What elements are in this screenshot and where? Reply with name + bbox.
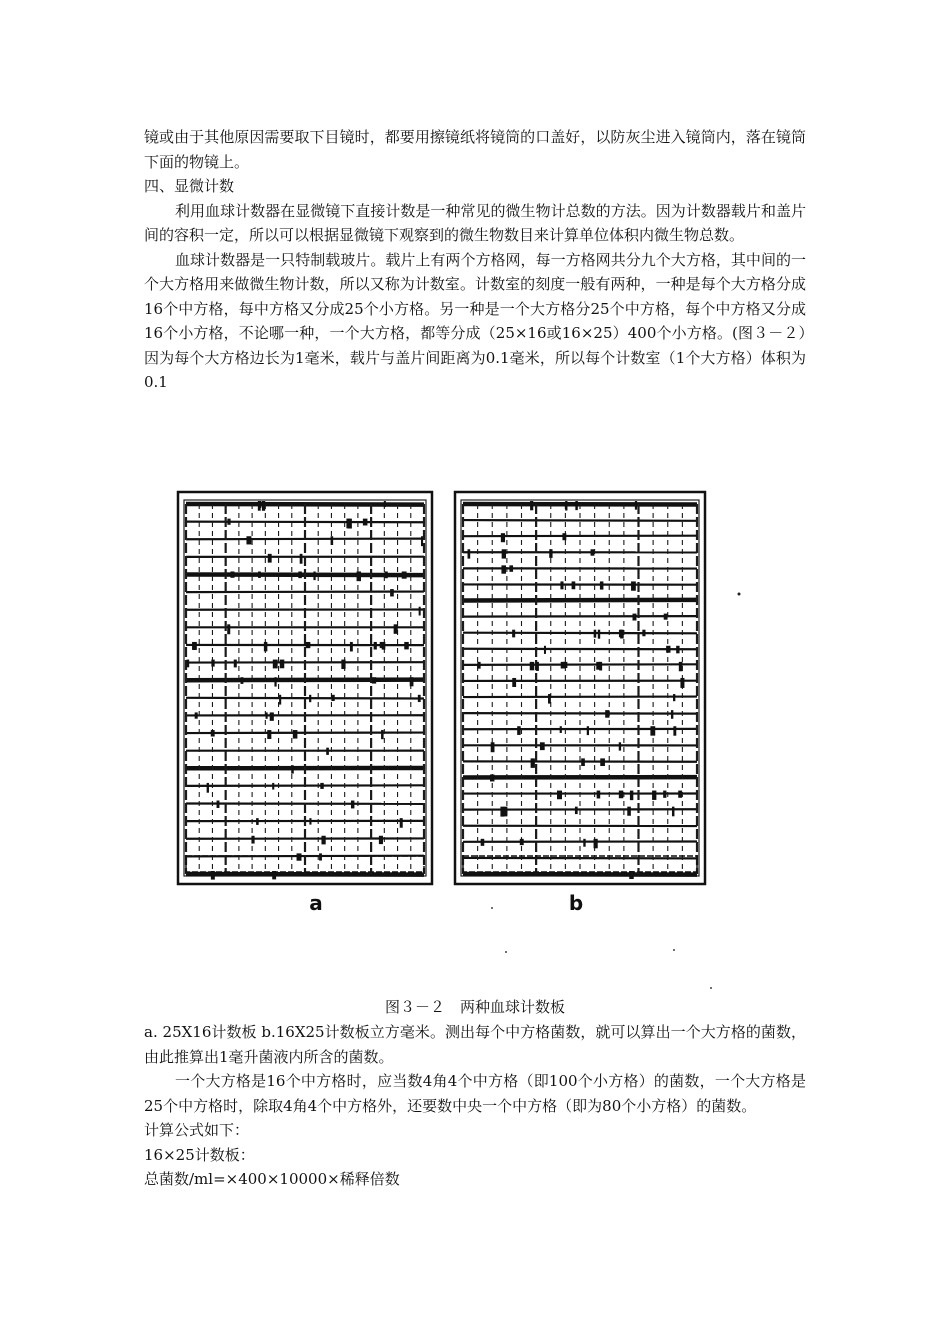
scan-blotch <box>319 853 322 860</box>
scan-blotch <box>512 678 516 687</box>
section-heading-microscopic-count: 四、显微计数 <box>144 177 235 195</box>
grid-row-line <box>463 664 697 665</box>
scan-blotch <box>272 783 274 790</box>
paragraph-counting-intro: 利用血球计数器在显微镜下直接计数是一种常见的微生物计总数的方法。因为计数器载片和盖片间的容积一定，所以可以根据显微镜下观察到的微生物数目来计算单位体积内微生物总数。 <box>144 201 806 244</box>
scan-blotch <box>326 748 329 755</box>
scan-blotch <box>560 581 563 589</box>
scan-speck <box>710 987 712 989</box>
counting-grid-b <box>455 492 705 884</box>
grid-row-line <box>463 600 697 601</box>
scan-blotch <box>630 791 633 801</box>
scan-blotch <box>642 630 645 637</box>
scan-blotch <box>594 630 597 638</box>
scan-blotch <box>293 730 298 739</box>
scan-blotch <box>410 677 414 686</box>
scan-blotch <box>575 807 578 814</box>
scan-blotch <box>504 807 508 817</box>
scan-blotch <box>234 660 237 668</box>
scan-blotch <box>605 710 609 718</box>
scan-blotch <box>531 758 535 767</box>
scan-blotch <box>619 630 622 638</box>
scan-blotch <box>581 758 585 766</box>
grid-row-line <box>463 520 697 521</box>
top-text-block <box>144 125 806 395</box>
scan-blotch <box>501 533 505 542</box>
scan-blotch <box>309 695 311 702</box>
scan-blotch <box>673 726 676 735</box>
scan-blotch <box>502 549 506 558</box>
scan-blotch <box>520 839 524 845</box>
scan-blotch <box>627 807 631 816</box>
paragraph-figure-legend: a. 25X16计数板 b.16X25计数板立方毫米。测出每个中方格菌数，就可以算出一个大方格的菌数，由此推算出1毫升菌液内所含的菌数。 <box>144 1023 806 1066</box>
scan-blotch <box>211 730 215 736</box>
scan-blotch <box>676 646 679 654</box>
scan-blotch <box>631 581 636 590</box>
scan-blotch <box>664 614 668 620</box>
scan-blotch <box>663 791 666 798</box>
scan-blotch <box>400 818 403 828</box>
scan-blotch <box>262 501 265 511</box>
scan-blotch <box>258 501 261 511</box>
scan-blotch <box>633 614 637 621</box>
scan-blotch <box>583 839 585 847</box>
scan-blotch <box>512 630 515 638</box>
scan-blotch <box>421 536 423 546</box>
scan-blotch <box>372 677 376 683</box>
paragraph-formula-heading: 计算公式如下： <box>144 1121 250 1139</box>
scan-blotch <box>300 554 303 564</box>
scan-blotch <box>280 660 284 669</box>
scan-blotch <box>666 646 670 653</box>
scan-blotch <box>596 662 600 670</box>
scan-blotch <box>680 678 684 688</box>
scan-blotch <box>594 839 598 848</box>
scan-blotch <box>363 519 368 526</box>
paragraph-counting-method: 一个大方格是16个中方格时，应当数4角4个中方格（即100个小方格）的菌数，一个大方格是25个中方格时，除取4角4个中方格外，还要数中央一个中方格（即为80个小方格）的菌数。 <box>144 1072 806 1115</box>
scan-blotch <box>530 501 533 510</box>
scan-blotch <box>591 549 595 555</box>
scan-blotch <box>346 519 350 529</box>
scan-blotch <box>672 807 674 817</box>
scan-speck <box>673 949 675 951</box>
scan-blotch <box>320 783 323 789</box>
hemocytometer-figure <box>170 480 760 1000</box>
scan-blotch <box>341 660 345 669</box>
scan-blotch <box>227 624 230 634</box>
scan-blotch <box>481 839 485 846</box>
scan-blotch <box>331 695 334 701</box>
scan-blotch <box>404 642 409 649</box>
scan-blotch <box>587 726 589 735</box>
scan-blotch <box>402 571 407 578</box>
scan-blotch <box>562 533 566 540</box>
scan-blotch <box>673 694 675 701</box>
scan-blotch <box>321 836 325 845</box>
grid-row-line <box>186 698 424 699</box>
scan-blotch <box>279 695 281 705</box>
paragraph-formula-board: 16×25计数板： <box>144 1145 255 1164</box>
scan-blotch <box>394 624 398 633</box>
scan-blotch <box>274 677 276 686</box>
scan-blotch <box>619 791 623 799</box>
scan-blotch <box>557 791 562 800</box>
scan-blotch <box>563 662 567 668</box>
scan-blotch <box>600 581 604 589</box>
scan-blotch <box>517 726 520 735</box>
figure-label-b: b <box>568 891 584 915</box>
scan-blotch <box>309 818 311 824</box>
scan-blotch <box>501 565 506 573</box>
scan-blotch <box>544 646 546 654</box>
scan-blotch <box>351 801 354 809</box>
scan-blotch <box>419 607 421 616</box>
scan-blotch <box>374 642 377 650</box>
figure-caption: 图３－２ 两种血球计数板 <box>384 998 565 1016</box>
scan-blotch <box>207 783 209 793</box>
scan-blotch <box>313 571 315 580</box>
scan-blotch <box>186 660 189 668</box>
scan-blotch <box>195 712 198 718</box>
scan-blotch <box>267 730 271 739</box>
scan-blotch <box>560 726 562 733</box>
paragraph-eyepiece-note: 镜或由于其他原因需要取下目镜时，都要用擦镜纸将镜筒的口盖好，以防灰尘进入镜筒内，落在镜筒下面的物镜上。 <box>144 128 806 171</box>
scan-blotch <box>635 501 637 510</box>
scan-blotch <box>350 642 353 652</box>
grid-row-line <box>186 874 424 875</box>
paragraph-hemocytometer-description: 血球计数器是一只特制载玻片。载片上有两个方格网，每一方格网共分九个大方格，其中间的一个大方格用来做微生物计数，所以又称为计数室。计数室的刻度一般有两种，一种是每个大方格分成16个中方格，每中方格又分成25个小方格。另一种是一个大方格分25个中方格，每个中方格又分成16个小方格，不论哪一种，一个大方格，都等分成（25×16或16×25）400个小方格。(图３－２）因为每个大方格边长为1毫米，载片与盖片间距离为0.1毫米，所以每个计数室（1个大方格）体积为0.1 <box>144 250 806 391</box>
scan-blotch <box>246 536 251 544</box>
scan-blotch <box>291 765 294 773</box>
scan-blotch <box>530 662 535 670</box>
scan-speck <box>491 907 493 909</box>
bottom-text-block <box>144 1020 806 1192</box>
scan-blotch <box>357 571 361 581</box>
scan-blotch <box>575 501 577 510</box>
scan-blotch <box>258 571 261 577</box>
scan-blotch <box>331 536 334 545</box>
scan-blotch <box>565 501 567 511</box>
scan-blotch <box>536 662 539 671</box>
scan-blotch <box>256 818 259 825</box>
scan-blotch <box>509 565 513 571</box>
scan-blotch <box>652 791 656 800</box>
scan-blotch <box>418 695 421 702</box>
scan-blotch <box>650 726 655 735</box>
counting-grid-a <box>178 492 432 884</box>
scan-blotch <box>477 662 480 669</box>
scan-blotch <box>490 774 494 781</box>
scan-speck <box>738 593 741 596</box>
scan-blotch <box>270 712 274 720</box>
scan-blotch <box>390 589 394 596</box>
scan-blotch <box>381 730 384 739</box>
scan-blotch <box>597 791 601 799</box>
scan-blotch <box>230 571 234 577</box>
scan-blotch <box>251 836 254 844</box>
scan-blotch <box>192 642 197 650</box>
scan-speck <box>505 951 507 953</box>
scan-blotch <box>211 660 214 667</box>
scan-blotch <box>572 581 576 589</box>
scan-blotch <box>540 742 545 750</box>
scan-blotch <box>468 549 471 558</box>
scan-blotch <box>549 549 552 558</box>
scan-blotch <box>273 660 278 669</box>
scan-blotch <box>385 571 388 578</box>
scan-blotch <box>548 694 551 704</box>
scan-blotch <box>217 801 220 808</box>
scan-blotch <box>491 742 495 752</box>
scan-blotch <box>298 571 302 578</box>
grid-row-line <box>463 874 697 875</box>
scan-blotch <box>306 642 311 648</box>
figure-label-a: a <box>309 891 323 915</box>
scan-blotch <box>268 554 272 563</box>
scan-blotch <box>619 742 621 750</box>
scan-blotch <box>671 710 673 719</box>
scan-blotch <box>241 677 244 684</box>
scan-blotch <box>297 853 302 860</box>
scan-blotch <box>266 712 268 718</box>
scan-blotch <box>379 836 383 844</box>
scan-blotch <box>679 662 683 671</box>
scan-blotch <box>600 758 605 766</box>
scan-blotch <box>380 642 383 648</box>
paragraph-formula: 总菌数/ml=×400×10000×稀释倍数 <box>144 1170 400 1188</box>
scan-blotch <box>384 501 386 507</box>
scan-blotch <box>227 519 230 525</box>
scan-blotch <box>264 642 267 651</box>
scan-blotch <box>678 791 682 798</box>
scan-blotch <box>598 630 600 639</box>
